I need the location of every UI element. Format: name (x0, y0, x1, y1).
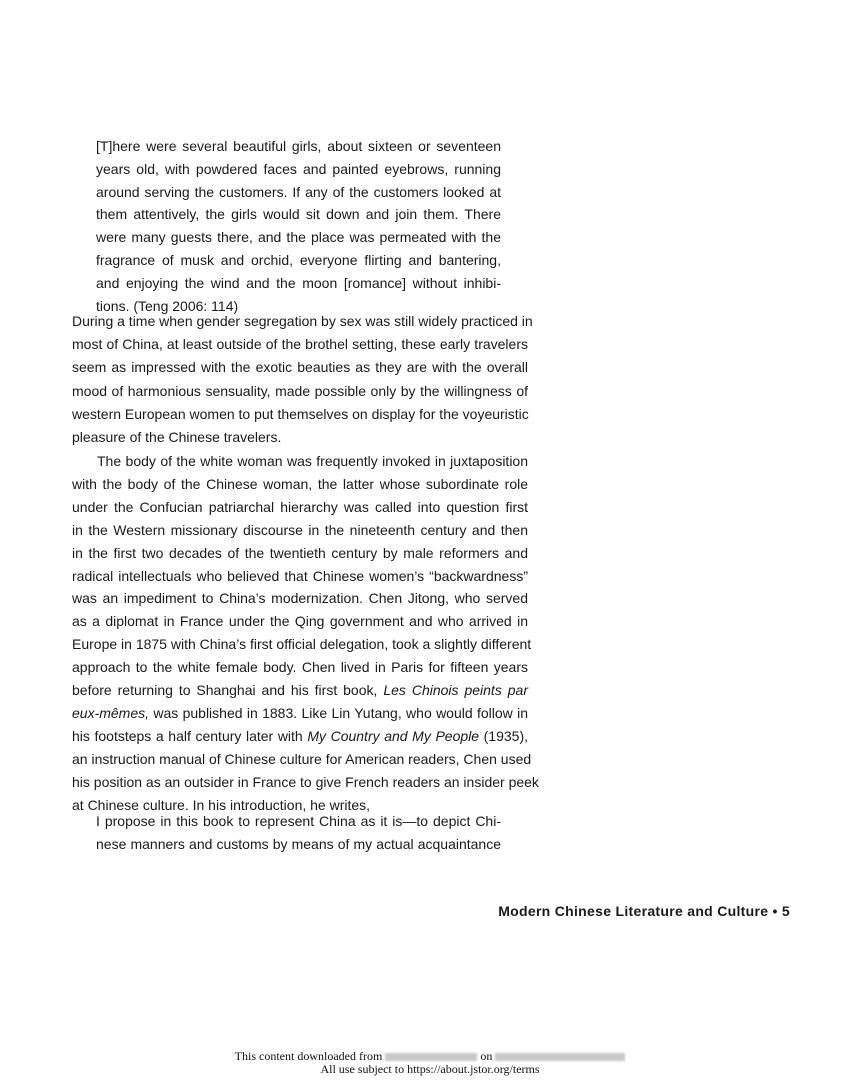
text-line: an instruction manual of Chinese culture for American readers, Chen used (72, 751, 532, 767)
text-line: approach to the white female body. Chen lived in Paris for fifteen years (72, 659, 528, 676)
redacted-date (495, 1053, 625, 1061)
paragraph-line: his footsteps a half century later with My Country and My People (1935), (72, 728, 529, 744)
text-line: seem as impressed with the exotic beauties as they are with the overall (72, 359, 528, 376)
paragraph-line: before returning to Shanghai and his first book, Les Chinois peints par (72, 682, 528, 698)
text-line: with the body of the Chinese woman, the latter whose subordinate role (72, 475, 528, 492)
redacted-ip (385, 1053, 477, 1061)
text-line: them attentively, the girls would sit down and join them. There (96, 206, 501, 223)
text-line: in the Western missionary discourse in the nineteenth century and then (72, 521, 528, 538)
text-line: his position as an outsider in France to give French readers an insider peek (72, 774, 539, 790)
text-line: most of China, at least outside of the brothel setting, these early travelers (72, 336, 528, 353)
text-line: in the first two decades of the twentieth century by male reformers and (72, 544, 528, 561)
text-line: years old, with powdered faces and painted eyebrows, running (96, 160, 501, 177)
text-line: radical intellectuals who believed that Chinese women’s “backwardness” (72, 567, 528, 584)
running-head: Modern Chinese Literature and Culture • 5 (498, 903, 790, 919)
text-line: under the Confucian patriarchal hierarchy was called into question first (72, 498, 528, 515)
text-line: fragrance of musk and orchid, everyone flirting and bantering, (96, 252, 501, 268)
text-line: pleasure of the Chinese travelers. (72, 429, 282, 445)
text-line: mood of harmonious sensuality, made possible only by the willingness of (72, 382, 528, 399)
text-line: [T]here were several beautiful girls, about sixteen or seventeen (96, 138, 501, 154)
paragraph-line: eux-mêmes, was published in 1883. Like Lin Yutang, who would follow in (72, 705, 528, 721)
download-notice: This content downloaded from on (0, 1049, 860, 1063)
text-line: around serving the customers. If any of the customers looked at (96, 183, 501, 200)
text-line: western European women to put themselves on display for the voyeuristic (72, 405, 529, 422)
text-line: was an impediment to China’s modernization. Chen Jitong, who served (72, 590, 528, 607)
text-line: Europe in 1875 with China’s first official delegation, took a slightly different (72, 636, 532, 653)
text-line: tions. (Teng 2006: 114) (96, 297, 239, 314)
text-line: I propose in this book to represent China as it is—to depict Chi- (96, 813, 501, 829)
text-line: During a time when gender segregation by sex was still widely practiced in (72, 313, 533, 329)
text-line: as a diplomat in France under the Qing government and who arrived in (72, 613, 528, 630)
terms-notice: All use subject to https://about.jstor.org/terms (320, 1062, 540, 1076)
text-line: The body of the white woman was frequently invoked in juxtaposition (97, 453, 528, 469)
text-line: nese manners and customs by means of my actual acquaintance (96, 835, 501, 852)
text-line: at Chinese culture. In his introduction, he writes, (72, 797, 371, 813)
text-line: and enjoying the wind and the moon [romance] without inhibi- (96, 274, 501, 291)
text-line: were many guests there, and the place was permeated with the (96, 229, 501, 246)
